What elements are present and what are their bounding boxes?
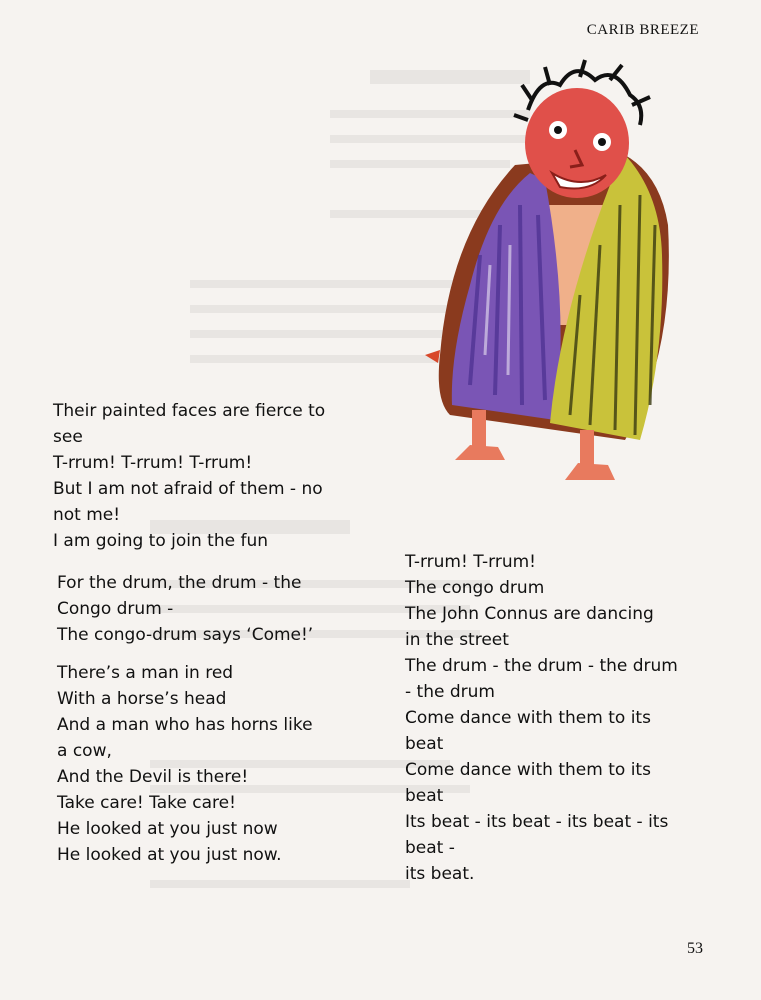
poem-line: T-rrum! T-rrum! [405,552,536,572]
poem-line: see [53,427,83,447]
poem-line: The drum - the drum - the drum [405,656,678,676]
poem-line: - the drum [405,682,495,702]
poem-line: beat [405,786,444,806]
poem-line: in the street [405,630,509,650]
poem-line: Take care! Take care! [57,793,236,813]
running-header: CARIB BREEZE [586,22,699,38]
poem-line: There’s a man in red [57,663,234,683]
poem-line: beat - [405,838,455,858]
poem-line: not me! [53,505,121,525]
poem-right-column [405,549,735,899]
poem-left-column [53,398,383,880]
poem-line: He looked at you just now. [57,845,282,865]
poem-line: The John Connus are dancing [405,604,654,624]
poem-line: For the drum, the drum - the [57,573,302,593]
poem-line: And the Devil is there! [57,767,249,787]
poem-stanza [57,660,383,868]
masked-figure-painting [410,55,700,485]
poem-line: But I am not afraid of them - no [53,479,323,499]
poem-line: a cow, [57,741,112,761]
poem-line: The congo drum [405,578,545,598]
poem-line: Come dance with them to its [405,708,651,728]
poem-line: Its beat - its beat - its beat - its [405,812,669,832]
poem-line: Come dance with them to its [405,760,651,780]
poem-line: Their painted faces are fierce to [53,401,326,421]
poem-line: I am going to join the fun [53,531,269,551]
poem-stanza [57,570,383,648]
poem-line: The congo-drum says ‘Come!’ [57,625,314,645]
poem-line: its beat. [405,864,475,884]
poem-line: And a man who has horns like [57,715,313,735]
poem-stanza [405,549,735,887]
poem-line: Congo drum - [57,599,174,619]
poem-line: He looked at you just now [57,819,278,839]
poem-stanza [53,398,383,554]
page-number: 53 [687,940,703,957]
poem-line: With a horse’s head [57,689,227,709]
poem-line: beat [405,734,444,754]
poem-line: T-rrum! T-rrum! T-rrum! [53,453,253,473]
